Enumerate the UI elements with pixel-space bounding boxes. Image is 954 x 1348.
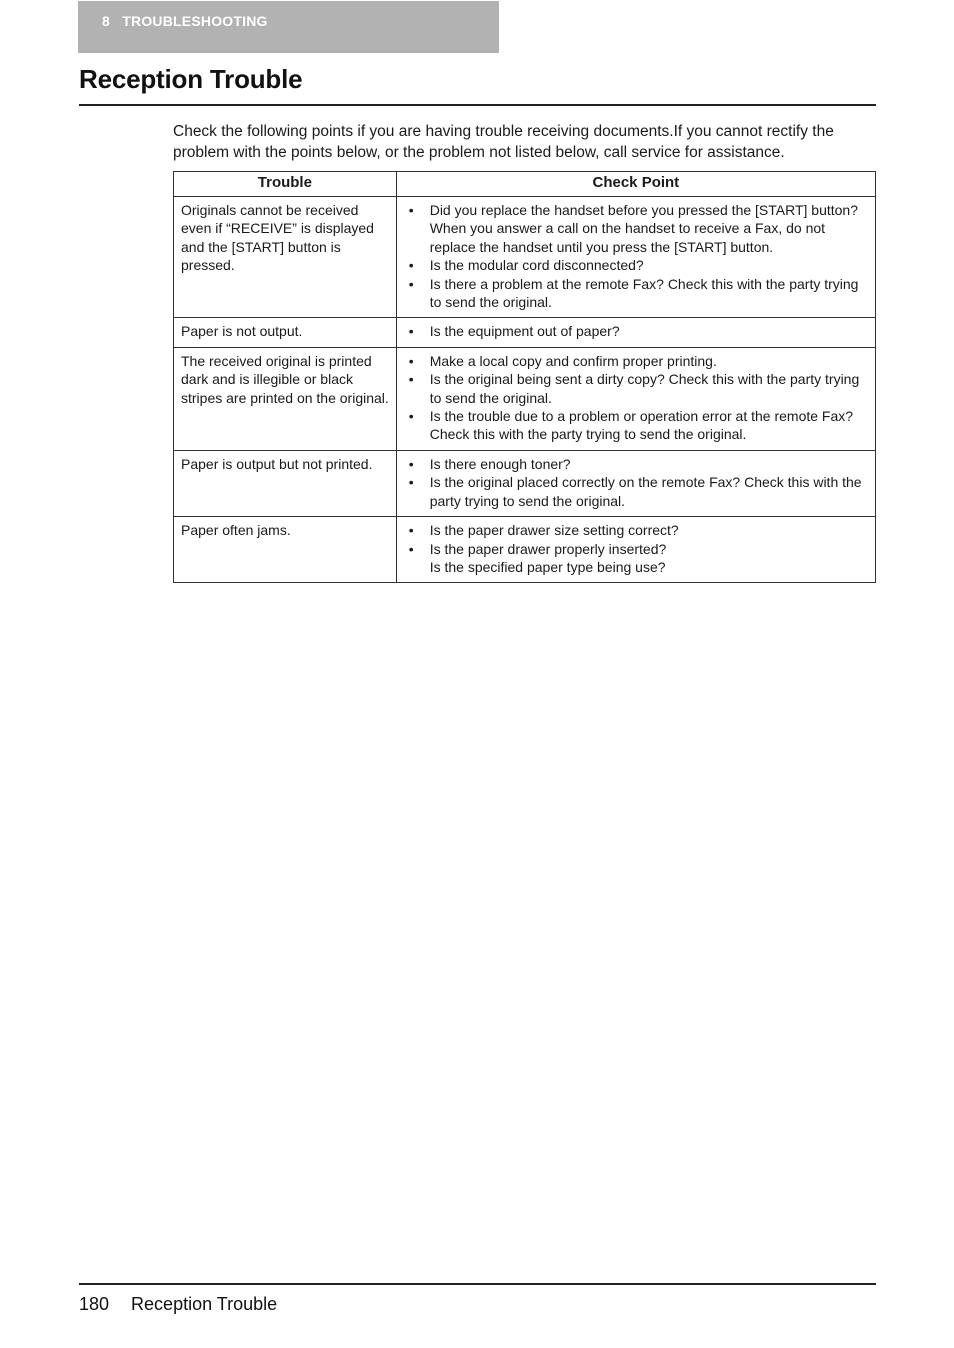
chapter-tab: [78, 1, 499, 53]
check-point-item: [409, 407, 869, 444]
check-point-item: [409, 275, 869, 312]
check-point-text: Is there enough toner?: [429, 455, 571, 472]
bullet-icon: •: [408, 352, 414, 369]
trouble-cell: Paper is output but not printed.: [174, 450, 397, 516]
check-point-item: [409, 558, 869, 576]
check-point-item: [409, 352, 869, 370]
table-row: [174, 347, 876, 450]
intro-paragraph: Check the following points if you are having trouble receiving documents.If you cannot rectify the problem with the points below, or the problem not listed below, call service for assistance.: [173, 123, 834, 161]
page-footer: [79, 1294, 277, 1315]
trouble-column-header: Trouble: [174, 172, 397, 197]
check-point-text: Is the original being sent a dirty copy? Check this with the party trying to send the original.: [429, 371, 860, 406]
check-point-item: [409, 256, 869, 274]
check-point-text: Is the modular cord disconnected?: [429, 257, 644, 274]
trouble-cell: Originals cannot be received even if “RECEIVE” is displayed and the [START] button is pressed.: [174, 197, 397, 318]
check-point-item: [409, 455, 869, 473]
check-point-text: Is the paper drawer size setting correct?: [429, 522, 679, 539]
trouble-cell: Paper is not output.: [174, 318, 397, 347]
table-row: [174, 450, 876, 516]
bullet-icon: •: [408, 540, 414, 557]
chapter-number: 8: [102, 13, 110, 29]
bullet-icon: •: [408, 408, 414, 425]
title-divider: [79, 104, 876, 106]
bullet-icon: •: [408, 275, 414, 292]
chapter-title: TROUBLESHOOTING: [122, 13, 268, 29]
check-point-text: Is the equipment out of paper?: [429, 323, 620, 340]
table-row: [174, 318, 876, 347]
check-point-list: [409, 352, 869, 444]
trouble-cell: Paper often jams.: [174, 517, 397, 583]
footer-section-title: Reception Trouble: [131, 1294, 278, 1314]
page-title: Reception Trouble: [79, 64, 303, 94]
check-point-text: Make a local copy and confirm proper printing.: [429, 352, 717, 369]
footer-divider: [79, 1283, 876, 1285]
trouble-cell: The received original is printed dark and is illegible or black stripes are printed on the original.: [174, 347, 397, 450]
bullet-icon: •: [408, 202, 414, 218]
check-point-item: [409, 322, 869, 340]
table-body: [174, 197, 876, 583]
bullet-icon: •: [408, 455, 414, 472]
check-point-item: [409, 370, 869, 407]
check-point-text: Is the trouble due to a problem or operation error at the remote Fax? Check this with the party trying to send the original.: [429, 408, 854, 443]
check-point-text: Is there a problem at the remote Fax? Check this with the party trying to send the original.: [429, 275, 859, 311]
check-point-cell: [396, 450, 875, 516]
bullet-icon: •: [408, 371, 414, 388]
chapter-heading: [102, 13, 268, 29]
check-point-item: [409, 473, 869, 510]
check-point-cell: [396, 318, 875, 347]
check-point-cell: [396, 517, 875, 583]
check-point-list: [409, 201, 869, 311]
bullet-icon: •: [408, 522, 414, 539]
check-point-list: [409, 521, 869, 576]
check-point-item: [409, 521, 869, 539]
check-point-text: Is the original placed correctly on the remote Fax? Check this with the party trying to send the original.: [429, 474, 862, 509]
table-row: [174, 517, 876, 583]
page-number: 180: [79, 1294, 110, 1314]
check-point-cell: [396, 197, 875, 318]
check-point-text: Is the paper drawer properly inserted?: [429, 540, 667, 557]
check-point-text: Did you replace the handset before you pressed the [START] button? When you answer a call on the handset to receive a Fax, do not replace the handset until you press the [START] button.: [429, 202, 859, 255]
bullet-icon: •: [408, 323, 414, 340]
check-point-column-header: Check Point: [396, 172, 875, 197]
check-point-item: [409, 540, 869, 558]
check-point-list: [409, 322, 869, 340]
check-point-text: Is the specified paper type being use?: [429, 558, 666, 575]
bullet-icon: •: [408, 257, 414, 274]
troubleshooting-table: [173, 171, 876, 583]
table-header-row: [174, 172, 876, 197]
check-point-cell: [396, 347, 875, 450]
bullet-icon: •: [408, 474, 414, 491]
check-point-list: [409, 455, 869, 510]
check-point-item: [409, 201, 869, 256]
table-row: [174, 197, 876, 318]
